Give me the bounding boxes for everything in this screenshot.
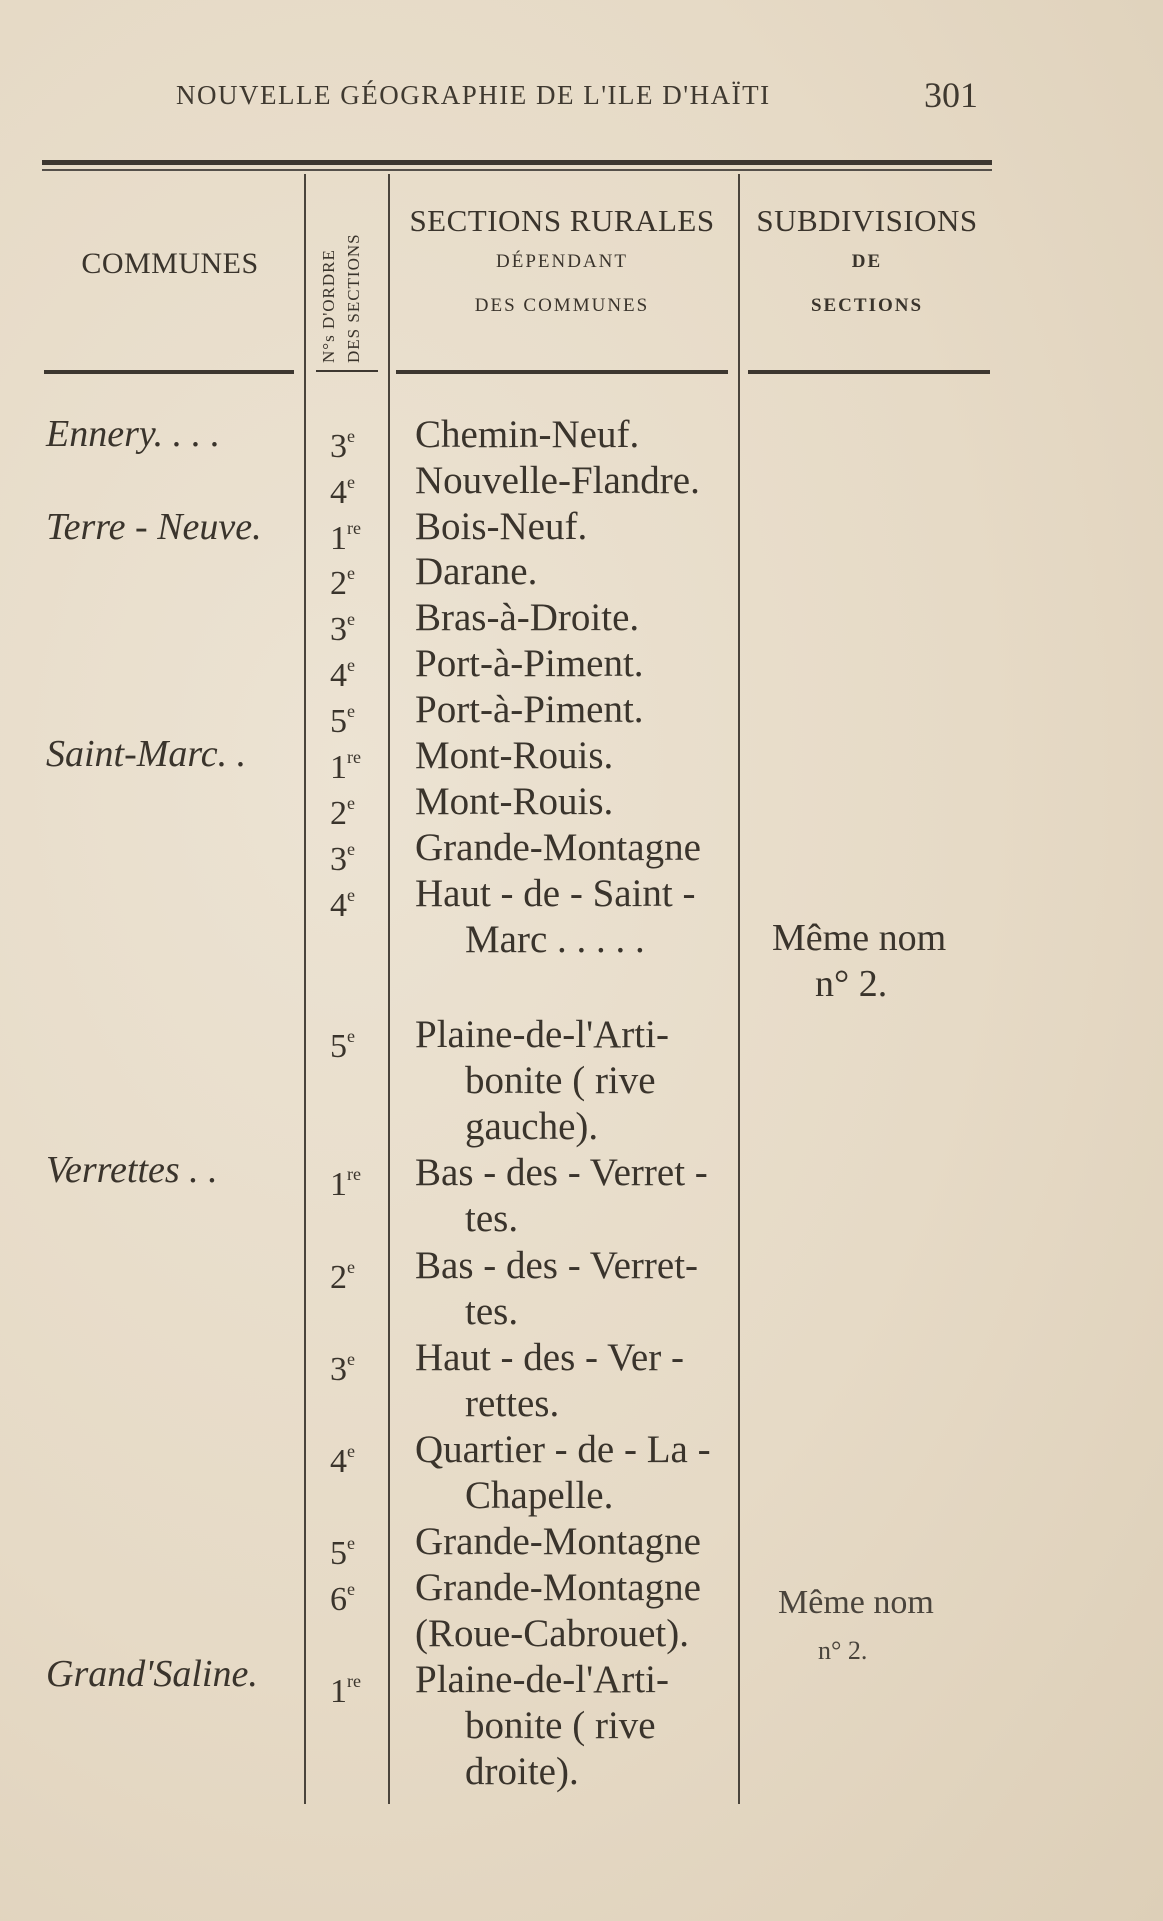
section-name: Haut - de - Saint - [415,872,696,915]
section-number: 4e [330,472,355,511]
header-section-numbers [315,178,373,366]
section-number: 1re [330,1164,361,1203]
section-name: Mont-Rouis. [415,734,614,777]
section-name: Port-à-Piment. [415,688,644,731]
section-name-continued: bonite ( rive [465,1059,656,1102]
subdivision-note: Même nom [778,1584,934,1621]
section-number: 6e [330,1579,355,1618]
section-name-continued: droite). [465,1750,579,1793]
section-name: Darane. [415,550,538,593]
header-rural-sections [392,202,732,328]
section-number: 2e [330,563,355,602]
section-number: 2e [330,793,355,832]
section-name: Grande-Montagne [415,1520,701,1563]
header-underline [316,370,378,372]
commune-terre-neuve: Terre - Neuve. [46,506,262,548]
commune-saint-marc: Saint-Marc. . [46,733,247,775]
section-number: 5e [330,1026,355,1065]
header-subdivisions [744,202,990,328]
section-name-continued: bonite ( rive [465,1704,656,1747]
section-name: Bas - des - Verret- [415,1244,699,1287]
header-subdiv-line1: SUBDIVISIONS [756,203,978,238]
section-number: 1re [330,518,361,557]
section-name: Mont-Rouis. [415,780,614,823]
section-number: 1re [330,1671,361,1710]
header-subdiv-line3: SECTIONS [810,295,924,316]
subdivision-note: Même nom [772,917,947,959]
column-divider [304,174,306,1804]
commune-verrettes: Verrettes . . [46,1149,218,1191]
commune-ennery: Ennery. . . . [46,413,221,455]
subdivision-note: n° 2. [815,963,888,1005]
section-number: 4e [330,1441,355,1480]
section-name-continued: tes. [465,1290,519,1333]
section-name: Grande-Montagne [415,826,701,869]
section-name-continued: gauche). [465,1105,599,1148]
table-top-rule-thin [42,169,992,171]
running-head: NOUVELLE GÉOGRAPHIE DE L'ILE D'HAÏTI [176,80,771,110]
header-underline [748,370,990,374]
header-numbers-line1: N°s D'ORDRE [319,249,338,363]
section-number: 4e [330,655,355,694]
section-name: Quartier - de - La - [415,1428,711,1471]
section-number: 3e [330,609,355,648]
section-name-continued: tes. [465,1197,519,1240]
section-name: Chemin-Neuf. [415,413,640,456]
section-name: Nouvelle-Flandre. [415,459,700,502]
section-number: 3e [330,426,355,465]
section-name: Grande-Montagne [415,1566,701,1609]
header-communes: COMMUNES [81,247,259,280]
section-name: Bois-Neuf. [415,505,588,548]
header-sections-line3: DES COMMUNES [474,295,650,316]
section-number: 2e [330,1257,355,1296]
header-underline [396,370,728,374]
column-divider [738,174,740,1804]
commune-grand-saline: Grand'Saline. [46,1653,258,1695]
header-sections-line1: SECTIONS RURALES [409,203,715,238]
section-name-continued: (Roue-Cabrouet). [415,1612,689,1655]
section-number: 5e [330,1533,355,1572]
header-numbers-line2: DES SECTIONS [344,233,363,363]
section-name-continued: Chapelle. [465,1474,614,1517]
section-number: 3e [330,1349,355,1388]
section-name-continued: Marc . . . . . [465,918,645,961]
section-name: Plaine-de-l'Arti- [415,1013,669,1056]
header-underline [44,370,294,374]
section-name-continued: rettes. [465,1382,560,1425]
section-number: 5e [330,701,355,740]
section-name: Plaine-de-l'Arti- [415,1658,669,1701]
section-name: Bas - des - Verret - [415,1151,708,1194]
section-name: Port-à-Piment. [415,642,644,685]
section-name: Bras-à-Droite. [415,596,640,639]
header-subdiv-line2: DE [851,251,883,272]
section-name: Haut - des - Ver - [415,1336,684,1379]
column-divider [388,174,390,1804]
page-number: 301 [924,75,978,115]
section-number: 3e [330,839,355,878]
subdivision-note: n° 2. [818,1636,868,1665]
table-top-rule [42,160,992,165]
header-sections-line2: DÉPENDANT [496,251,628,272]
section-number: 1re [330,747,361,786]
section-number: 4e [330,885,355,924]
